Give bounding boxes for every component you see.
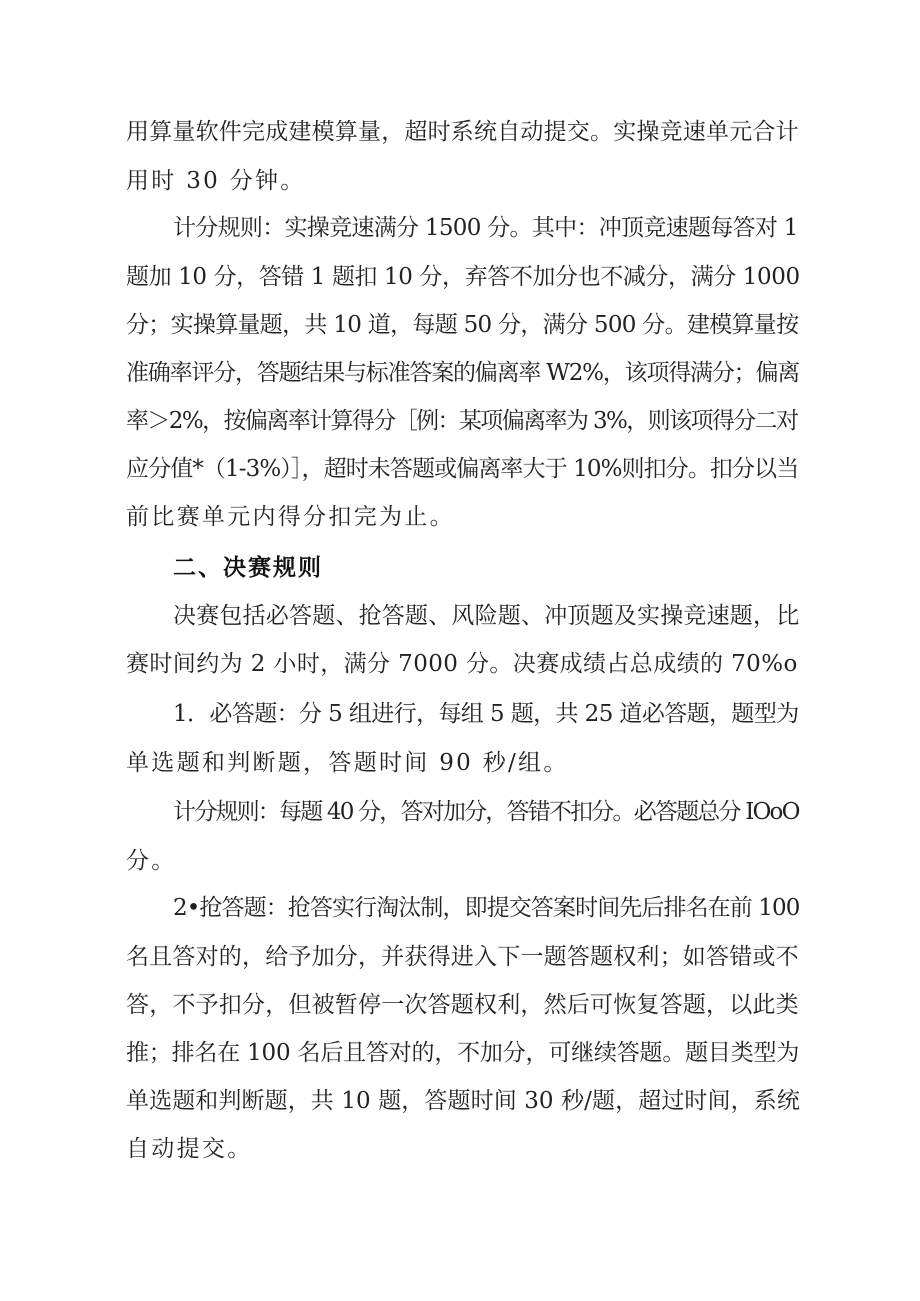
text-line: 计分规则：实操竞速满分 1500 分。其中：冲顶竞速题每答对 1 — [173, 215, 798, 241]
text-line: 前比赛单元内得分扣完为止。 — [126, 504, 455, 530]
section-heading-finals-rules: 二、决赛规则 — [173, 555, 323, 581]
text-line: 决赛包括必答题、抢答题、风险题、冲顶题及实操竞速题，比 — [173, 603, 800, 629]
text-line: 名且答对的，给予加分，并获得进入下一题答题权利；如答错或不 — [126, 944, 799, 970]
text-line: 分；实操算量题，共 10 道，每题 50 分，满分 500 分。建模算量按 — [126, 312, 799, 338]
text-line: 赛时间约为 2 小时，满分 7000 分。决赛成绩占总成绩的 70%o — [126, 651, 798, 677]
text-line: 自动提交。 — [126, 1136, 253, 1162]
text-line: 计分规则：每题 40 分，答对加分，答错不扣分。必答题总分 IOoO — [173, 799, 799, 825]
text-line: 率＞2%，按偏离率计算得分［例：某项偏离率为 3%，则该项得分二对 — [126, 408, 798, 434]
text-line: 单选题和判断题，答题时间 90 秒/组。 — [126, 750, 569, 776]
text-line: 答，不予扣分，但被暂停一次答题权利，然后可恢复答题，以此类 — [126, 992, 799, 1018]
text-line: 单选题和判断题，共 10 题，答题时间 30 秒/题，超过时间，系统 — [126, 1088, 800, 1114]
text-line: 2•抢答题：抢答实行淘汰制，即提交答案时间先后排名在前 100 — [173, 895, 800, 921]
text-line: 推；排名在 100 名后且答对的，不加分，可继续答题。题目类型为 — [126, 1040, 800, 1066]
text-line: 用算量软件完成建模算量，超时系统自动提交。实操竞速单元合计 — [126, 119, 799, 145]
text-line: 题加 10 分，答错 1 题扣 10 分，弃答不加分也不减分，满分 1000 — [126, 264, 800, 290]
text-line: 用时 30 分钟。 — [126, 168, 306, 194]
text-line: 分。 — [126, 848, 177, 874]
text-line: 应分值*（1-3%）］，超时未答题或偏离率大于 10%则扣分。扣分以当 — [126, 456, 799, 482]
text-line: 准确率评分，答题结果与标准答案的偏离率 W2%，该项得满分；偏离 — [126, 360, 800, 386]
text-line: 1．必答题：分 5 组进行，每组 5 题，共 25 道必答题，题型为 — [173, 701, 799, 727]
